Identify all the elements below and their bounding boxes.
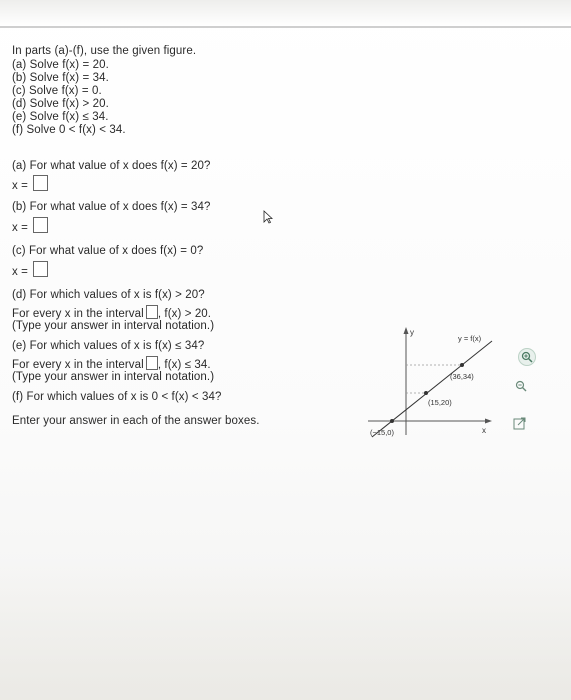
y-axis-arrow [404,327,409,334]
question-b: (b) For what value of x does f(x) = 34? [12,201,211,213]
part-e-text: (e) Solve f(x) ≤ 34. [12,111,109,123]
answer-c-input[interactable] [33,261,48,277]
point-label-neg15-0: (−15,0) [370,428,394,437]
answer-a-input[interactable] [33,175,48,191]
question-a: (a) For what value of x does f(x) = 20? [12,160,211,172]
function-line [372,341,492,437]
answer-d-input[interactable] [146,305,158,319]
x-axis-label: x [482,426,486,435]
question-e: (e) For which values of x is f(x) ≤ 34? [12,340,205,352]
point-label-36-34: (36,34) [450,372,474,381]
point-neg15-0 [390,419,394,423]
question-c: (c) For what value of x does f(x) = 0? [12,245,204,257]
cursor-icon [263,210,273,229]
answer-b-input[interactable] [33,217,48,233]
x-axis-arrow [485,419,492,424]
function-label: y = f(x) [458,334,482,343]
footer-instruction: Enter your answer in each of the answer boxes. [12,415,260,427]
answer-a-row [12,175,48,193]
answer-d-post: , f(x) > 20. [157,308,212,320]
instructions: In parts (a)-(f), use the given figure. [12,45,197,57]
answer-d-hint: (Type your answer in interval notation.) [12,320,215,332]
divider [0,26,571,28]
bottom-shade [0,560,571,700]
y-axis-label: y [410,328,414,337]
question-d: (d) For which values of x is f(x) > 20? [12,289,205,301]
zoom-in-icon[interactable] [518,348,536,366]
graph-figure [366,325,496,445]
answer-e-pre: For every x in the interval [12,359,144,371]
part-f-text: (f) Solve 0 < f(x) < 34. [12,124,126,136]
answer-b-row [12,217,48,235]
answer-b-label: x = [12,222,28,234]
answer-d-pre: For every x in the interval [12,308,144,320]
zoom-out-icon[interactable] [513,378,529,394]
answer-e-hint: (Type your answer in interval notation.) [12,371,215,383]
top-band [0,0,571,26]
part-c-text: (c) Solve f(x) = 0. [12,85,102,97]
answer-c-row [12,261,48,279]
popout-icon[interactable] [512,416,526,430]
part-a-text: (a) Solve f(x) = 20. [12,59,109,71]
answer-e-input[interactable] [146,356,158,370]
part-d-text: (d) Solve f(x) > 20. [12,98,109,110]
answer-e-post: , f(x) ≤ 34. [157,359,211,371]
part-b-text: (b) Solve f(x) = 34. [12,72,109,84]
point-label-15-20: (15,20) [428,398,452,407]
graph-svg [366,325,496,445]
answer-a-label: x = [12,180,28,192]
answer-c-label: x = [12,266,28,278]
question-f: (f) For which values of x is 0 < f(x) < 34? [12,391,222,403]
